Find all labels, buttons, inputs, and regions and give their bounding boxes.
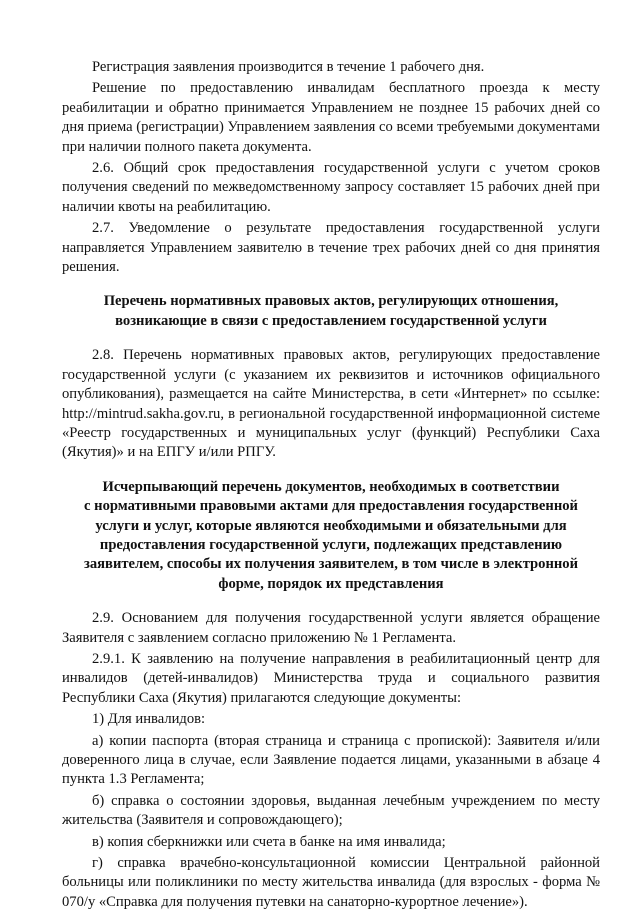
heading-documents-list — [62, 478, 600, 594]
heading-documents-line: услуги и услуг, которые являются необходимыми и обязательными для — [95, 517, 567, 534]
list-item-disabled: 1) Для инвалидов: — [92, 711, 206, 728]
list-item-b: б) справка о состоянии здоровья, выданная лечебным учреждением по месту жительства (Заявителя и сопровождающего); — [62, 792, 600, 829]
paragraph-registration: Регистрация заявления производится в течение 1 рабочего дня. — [92, 59, 485, 75]
heading-documents-line: с нормативными правовыми актами для предоставления государственной — [84, 498, 578, 515]
paragraph-2-9: 2.9. Основанием для получения государственной услуги является обращение Заявителя с заявлением согласно приложению № 1 Регламента. — [62, 610, 600, 646]
heading-legal-acts-line: возникающие в связи с предоставлением государственной услуги — [115, 312, 547, 329]
heading-documents-line: предоставления государственной услуги, подлежащих представлению — [99, 536, 563, 553]
heading-legal-acts-line: Перечень нормативных правовых актов, регулирующих отношения, — [103, 293, 559, 310]
list-item-v: в) копия сберкнижки или счета в банке на имя инвалида; — [92, 833, 446, 850]
list-item-a: а) копии паспорта (вторая страница и страница с пропиской): Заявителя и/или доверенного лица в случае, если Заявление подается лицами, указанными в абзаце 4 пункта 1.3 Регламента; — [62, 732, 600, 788]
heading-documents-line: Исчерпывающий перечень документов, необходимых в соответствии — [102, 478, 560, 495]
paragraph-2-6: 2.6. Общий срок предоставления государственной услуги с учетом сроков получения сведений по межведомственному запросу составляет 15 рабочих дней при наличии квоты на реабилитацию. — [62, 160, 600, 215]
heading-legal-acts — [62, 292, 600, 331]
paragraph-2-8: 2.8. Перечень нормативных правовых актов, регулирующих предоставление государственной услуги (с указанием их реквизитов и источников официального опубликования), размещается на сайте Министерства, в сети «Интернет» по ссылке: http://mintrud.sakha.gov.ru, в региональной государственной информационной системе «Реестр государственных и муниципальных услуг (функций) Республики Саха (Якутия)» и на ЕПГУ и/или РПГУ. — [62, 347, 600, 461]
paragraph-2-7: 2.7. Уведомление о результате предоставления государственной услуги направляется Управлением заявителю в течение трех рабочих дней со дня принятия решения. — [62, 220, 600, 276]
list-item-g: г) справка врачебно-консультационной комиссии Центральной районной больницы или поликлиники по месту жительства инвалида (для взрослых - форма № 070/у «Справка для получения путевки на санаторно-курортное лечение»). — [62, 855, 600, 910]
paragraph-decision: Решение по предоставлению инвалидам бесплатного проезда к месту реабилитации и обратно принимается Управлением не позднее 15 рабочих дней со дня приема (регистрации) Управлением заявления со всеми требуемыми документами при наличии полного пакета документа. — [62, 80, 600, 155]
paragraph-2-9-1: 2.9.1. К заявлению на получение направления в реабилитационный центр для инвалидов (детей-инвалидов) Министерства труда и социального развития Республики Саха (Якутия) прилагаются следующие документы: — [62, 650, 600, 706]
heading-documents-line: заявителем, способы их получения заявителем, в том числе в электронной — [84, 556, 578, 573]
heading-documents-line: форме, порядок их представления — [218, 575, 444, 592]
